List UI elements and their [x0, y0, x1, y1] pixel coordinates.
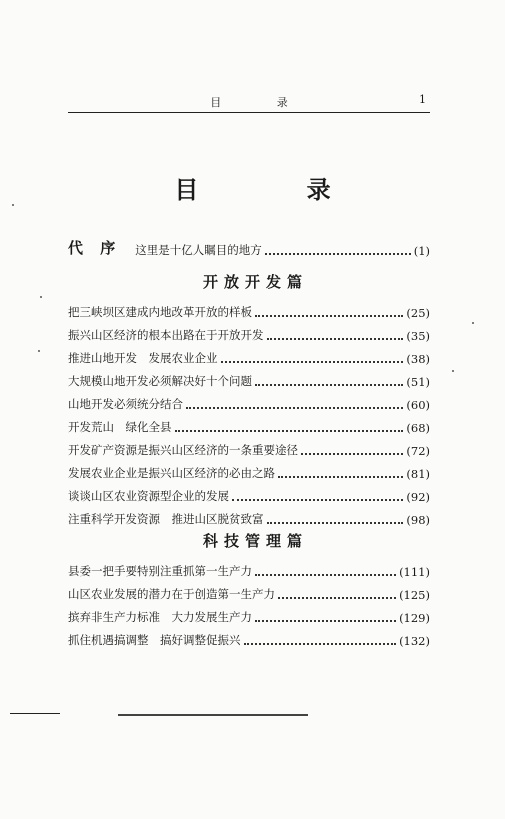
scan-speck: [12, 204, 14, 206]
toc-entry-title: 县委一把手要特别注重抓第一生产力: [68, 564, 252, 578]
dot-leader: [175, 429, 404, 432]
dot-leader: [232, 498, 403, 501]
toc-entry-title: 大规模山地开发必须解决好十个问题: [68, 374, 252, 388]
toc-entry-title: 抓住机遇搞调整 搞好调整促振兴: [68, 633, 241, 647]
dot-leader: [278, 596, 396, 599]
toc-entry[interactable]: [68, 348, 430, 366]
dot-leader: [255, 619, 396, 622]
toc-entry[interactable]: [68, 371, 430, 389]
scan-speck: [472, 322, 474, 324]
toc-entry-page: (1): [413, 244, 430, 258]
toc-entry-title: 振兴山区经济的根本出路在于开放开发: [68, 328, 264, 342]
toc-entry-title: 山地开发必须统分结合: [68, 397, 183, 411]
toc-entry-page: (111): [399, 565, 430, 579]
scan-speck: [40, 296, 42, 298]
toc-entry[interactable]: [68, 561, 430, 579]
dot-leader: [255, 573, 396, 576]
toc-entry[interactable]: [68, 325, 430, 343]
toc-entry[interactable]: [68, 509, 430, 527]
page-title: 目 录: [174, 175, 381, 204]
scan-mark: [10, 713, 60, 714]
toc-entry-title: 把三峡坝区建成内地改革开放的样板: [68, 305, 252, 319]
toc-entry[interactable]: [68, 463, 430, 481]
scan-speck: [38, 350, 40, 352]
toc-entry-title: 开发矿产资源是振兴山区经济的一条重要途径: [68, 443, 298, 457]
dot-leader: [255, 383, 403, 386]
running-header: [68, 90, 430, 113]
toc-entry-page: (98): [406, 513, 430, 527]
toc-entry-title: 开发荒山 绿化全县: [68, 420, 172, 434]
toc-entry[interactable]: [68, 607, 430, 625]
toc-entry[interactable]: [68, 302, 430, 320]
dot-leader: [221, 360, 404, 363]
toc-entry-page: (60): [406, 398, 430, 412]
dot-leader: [267, 337, 404, 340]
toc-entry[interactable]: [68, 486, 430, 504]
toc-entry-title: 摈弃非生产力标准 大力发展生产力: [68, 610, 252, 624]
dot-leader: [265, 252, 411, 255]
toc-entry-page: (51): [406, 375, 430, 389]
toc-entry-page: (25): [406, 306, 430, 320]
toc-entry-title: 推进山地开发 发展农业企业: [68, 351, 218, 365]
toc-entry-page: (125): [399, 588, 430, 602]
toc-entry-title: 山区农业发展的潜力在于创造第一生产力: [68, 587, 275, 601]
toc-entry[interactable]: [68, 440, 430, 458]
toc-entry-page: (92): [406, 490, 430, 504]
dot-leader: [186, 406, 403, 409]
toc-entry-title: 这里是十亿人瞩目的地方: [135, 243, 262, 257]
toc-entry-page: (81): [406, 467, 430, 481]
toc-entry-page: (72): [406, 444, 430, 458]
toc-entry-title: 发展农业企业是振兴山区经济的必由之路: [68, 466, 275, 480]
dot-leader: [301, 452, 403, 455]
toc-entry-title: 注重科学开发资源 推进山区脱贫致富: [68, 512, 264, 526]
section-heading-tech-management: 科技管理篇: [202, 532, 308, 550]
toc-entry[interactable]: [68, 584, 430, 602]
dot-leader: [255, 314, 403, 317]
toc-entry-page: (132): [399, 634, 430, 648]
toc-preface[interactable]: [68, 240, 430, 258]
toc-entry-title: 谈谈山区农业资源型企业的发展: [68, 489, 229, 503]
toc-entry[interactable]: [68, 394, 430, 412]
toc-entry-page: (35): [406, 329, 430, 343]
dot-leader: [244, 642, 397, 645]
dot-leader: [278, 475, 403, 478]
toc-entry-page: (129): [399, 611, 430, 625]
section-heading-open-development: 开放开发篇: [202, 273, 308, 291]
scan-speck: [452, 370, 454, 372]
toc-entry-page: (38): [406, 352, 430, 366]
toc-entry[interactable]: [68, 630, 430, 648]
preface-label: 代 序: [68, 239, 122, 257]
running-header-title: 目 录: [210, 96, 314, 109]
scan-mark: [118, 714, 308, 716]
page-number: 1: [419, 93, 426, 106]
toc-entry-page: (68): [406, 421, 430, 435]
dot-leader: [267, 521, 404, 524]
toc-entry[interactable]: [68, 417, 430, 435]
